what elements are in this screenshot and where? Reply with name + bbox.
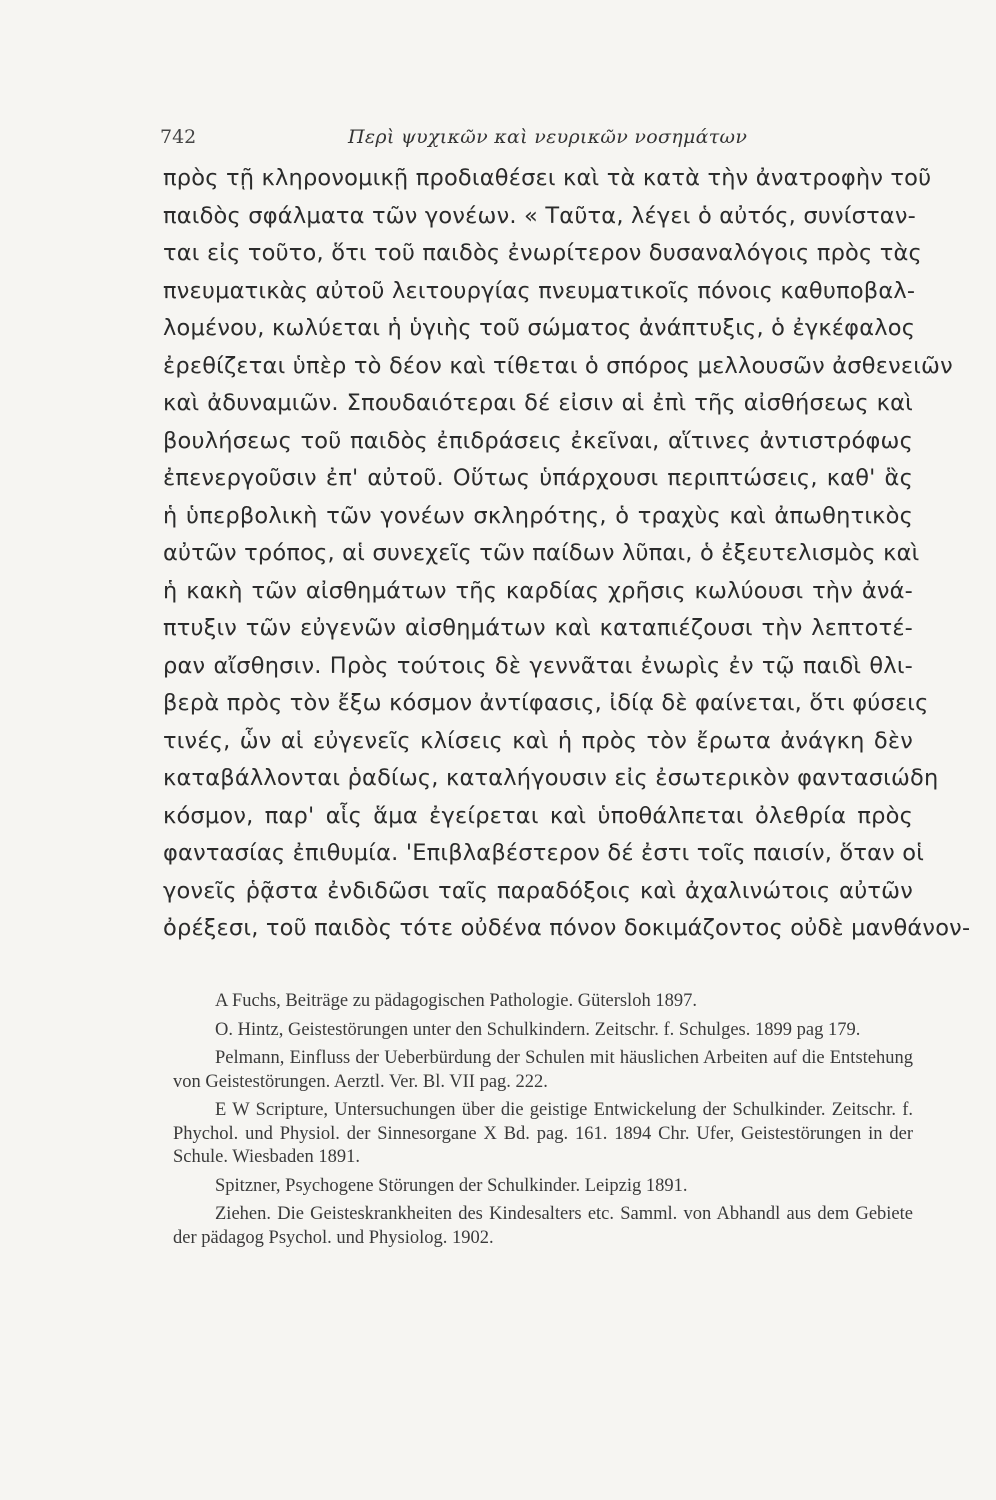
page-number: 742 bbox=[160, 126, 197, 148]
footnote: Spitzner, Psychogene Störungen der Schulkinder. Leipzig 1891. bbox=[215, 1175, 688, 1196]
body-line: ἡ ὑπερβολικὴ τῶν γονέων σκληρότης, ὁ τραχὺς καὶ ἀπωθητικὸς bbox=[163, 502, 913, 529]
body-line: ται εἰς τοῦτο, ὅτι τοῦ παιδὸς ἐνωρίτερον δυσαναλόγοις πρὸς τὰς bbox=[163, 240, 922, 266]
body-line: πρὸς τῇ κληρονομικῇ προδιαθέσει καὶ τὰ κατὰ τὴν ἀνατροφὴν τοῦ bbox=[163, 165, 932, 191]
body-line: καταβάλλονται ῥαδίως, καταλήγουσιν εἰς ἐσωτερικὸν φαντασιώδη bbox=[163, 765, 939, 791]
body-line: ἡ κακὴ τῶν αἰσθημάτων τῆς καρδίας χρῆσις κωλύουσι τὴν ἀνά- bbox=[163, 577, 913, 604]
body-line: τινές, ὧν αἱ εὐγενεῖς κλίσεις καὶ ἡ πρὸς τὸν ἔρωτα ἀνάγκη δὲν bbox=[163, 727, 913, 754]
body-line: λομένου, κωλύεται ἡ ὑγιὴς τοῦ σώματος ἀνάπτυξις, ὁ ἐγκέφαλος bbox=[163, 315, 916, 341]
body-text bbox=[163, 160, 971, 948]
body-line: πνευματικὰς αὐτοῦ λειτουργίας πνευματικοῖς πόνοις καθυποβαλ- bbox=[163, 277, 916, 304]
body-line: καὶ ἀδυναμιῶν. Σπουδαιότεραι δέ εἰσιν αἱ ἐπὶ τῆς αἰσθήσεως καὶ bbox=[163, 390, 913, 416]
body-line: πτυξιν τῶν εὐγενῶν αἰσθημάτων καὶ καταπιέζουσι τὴν λεπτοτέ- bbox=[163, 615, 913, 641]
page-header bbox=[160, 126, 920, 156]
body-line: γονεῖς ῥᾷστα ἐνδιδῶσι ταῖς παραδόξοις καὶ ἀχαλινώτοις αὐτῶν bbox=[163, 877, 913, 904]
footnote: Ziehen. Die Geisteskrankheiten des Kindesalters etc. Samml. von Abhandl aus dem Gebiete der pädagog Psychol. und Physiolog. 1902. bbox=[173, 1204, 913, 1248]
body-line: βερὰ πρὸς τὸν ἔξω κόσμον ἀντίφασις, ἰδίᾳ δὲ φαίνεται, ὅτι φύσεις bbox=[163, 690, 929, 716]
body-line: ὀρέξεσι, τοῦ παιδὸς τότε οὐδένα πόνον δοκιμάζοντος οὐδὲ μανθάνον- bbox=[163, 915, 971, 941]
running-title: Περὶ ψυχικῶν καὶ νευρικῶν νοσημάτων bbox=[348, 126, 748, 148]
body-line: ἐρεθίζεται ὑπὲρ τὸ δέον καὶ τίθεται ὁ σπόρος μελλουσῶν ἀσθενειῶν bbox=[163, 352, 953, 379]
body-line: παιδὸς σφάλματα τῶν γονέων. « Ταῦτα, λέγει ὁ αὐτός, συνίσταν- bbox=[163, 202, 916, 229]
footnote: E W Scripture, Untersuchungen über die geistige Entwickelung der Schulkinder. Zeitschr. f. Phychol. und Physiol. der Sinnesorgane X Bd. pag. 161. 1894 Chr. Ufer, Geistestörungen in der Schule. Wiesbaden 1891. bbox=[173, 1100, 913, 1167]
body-line: βουλήσεως τοῦ παιδὸς ἐπιδράσεις ἐκεῖναι, αἵτινες ἀντιστρόφως bbox=[163, 427, 913, 454]
footnote: Pelmann, Einfluss der Ueberbürdung der Schulen mit häuslichen Arbeiten auf die Entstehung von Geistestörungen. Aerztl. Ver. Bl. VII pag. 222. bbox=[173, 1048, 913, 1092]
footnote: A Fuchs, Beiträge zu pädagogischen Pathologie. Gütersloh 1897. bbox=[215, 991, 697, 1011]
body-line: φαντασίας ἐπιθυμία. 'Επιβλαβέστερον δέ ἐστι τοῖς παισίν, ὅταν οἱ bbox=[163, 840, 925, 866]
footnote: O. Hintz, Geistestörungen unter den Schulkindern. Zeitschr. f. Schulges. 1899 pag 179. bbox=[215, 1019, 861, 1040]
footnotes bbox=[173, 990, 913, 1255]
body-line: κόσμον, παρ' αἷς ἅμα ἐγείρεται καὶ ὑποθάλπεται ὀλεθρία πρὸς bbox=[163, 802, 913, 829]
body-line: ραν αἴσθησιν. Πρὸς τούτοις δὲ γεννᾶται ἐνωρὶς ἐν τῷ παιδὶ θλι- bbox=[163, 652, 913, 679]
body-line: αὐτῶν τρόπος, αἱ συνεχεῖς τῶν παίδων λῦπαι, ὁ ἐξευτελισμὸς καὶ bbox=[163, 540, 920, 566]
body-line: ἐπενεργοῦσιν ἐπ' αὐτοῦ. Οὕτως ὑπάρχουσι περιπτώσεις, καθ' ἃς bbox=[163, 465, 913, 491]
